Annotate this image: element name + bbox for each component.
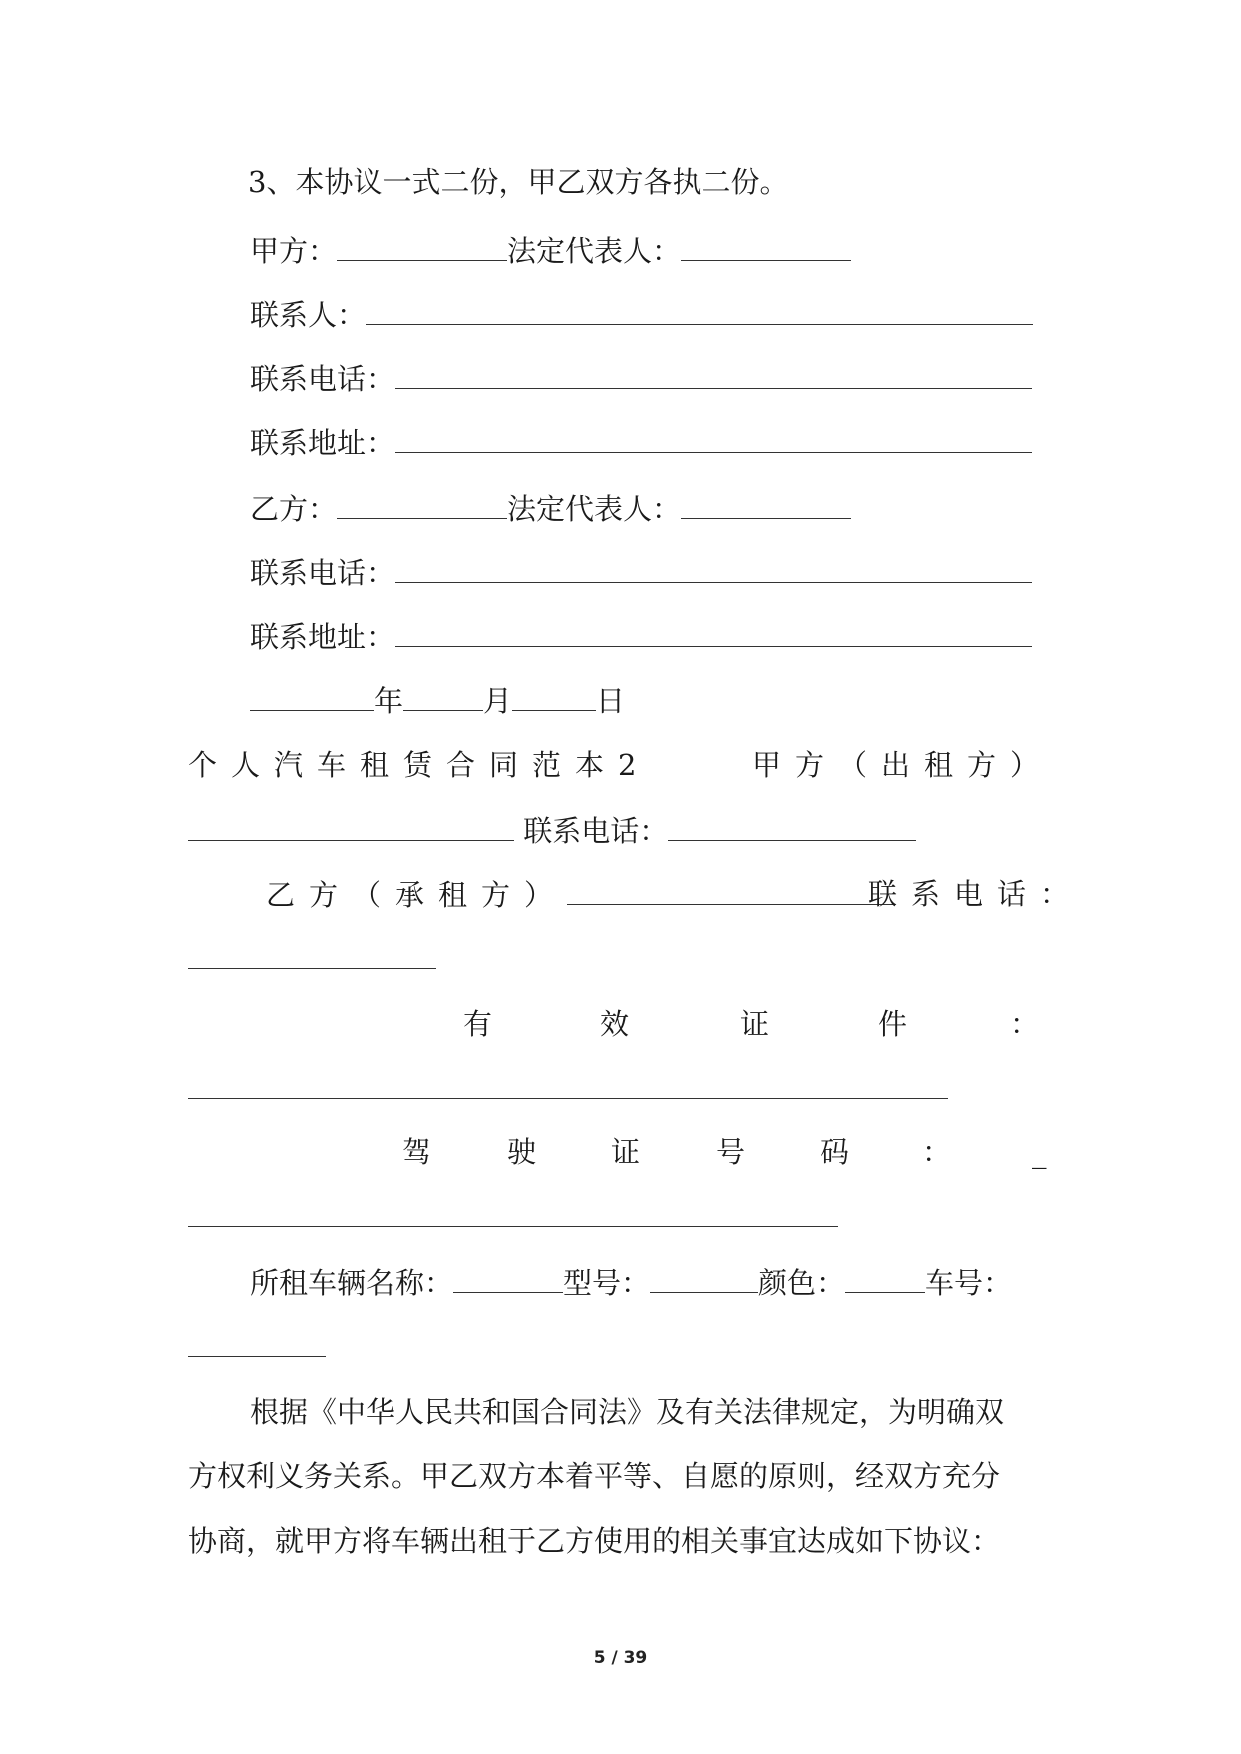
license-trailing-underscore: _ [1032,1135,1047,1169]
id-blank[interactable] [188,1068,948,1099]
license-char-1: 驾 [402,1135,432,1169]
party-b-phone-blank[interactable] [395,552,1032,583]
license-char-5: 码 [820,1135,850,1169]
lessor-phone-label: 联系电话： [523,814,669,848]
contract-2-title: 个人汽车租赁合同范本2 [188,748,651,782]
lessee-phone-blank[interactable] [188,938,436,969]
clause-3: 3、本协议一式二份，甲乙双方各执二份。 [248,165,789,199]
license-line [188,1196,838,1237]
party-b-line [250,488,851,529]
party-a-phone-blank[interactable] [395,358,1032,389]
party-b-rep-blank[interactable] [681,488,851,519]
year-label: 年 [374,684,404,718]
party-b-rep-label: 法定代表人： [507,492,682,526]
party-a-rep-label: 法定代表人： [507,234,682,268]
model-blank[interactable] [650,1262,758,1293]
color-label: 颜色： [758,1266,846,1300]
day-label: 日 [596,684,626,718]
plate-line [188,1326,326,1367]
party-a-phone-label: 联系电话： [250,362,396,396]
party-b-phone-line [250,552,1032,593]
id-char-1: 有 [463,1007,493,1041]
party-a-line [250,230,851,271]
lessor-label: 甲方（出租方） [752,748,1054,782]
party-b-phone-label: 联系电话： [250,556,396,590]
party-a-phone-line [250,358,1032,399]
license-char-3: 证 [611,1135,641,1169]
vehicle-name-label: 所租车辆名称： [250,1266,454,1300]
month-blank[interactable] [403,680,483,711]
party-b-name-blank[interactable] [337,488,507,519]
preamble-line-2: 方权利义务关系。甲乙双方本着平等、自愿的原则，经双方充分 [188,1459,1001,1493]
license-blank[interactable] [188,1196,838,1227]
id-char-3: 证 [740,1007,770,1041]
vehicle-name-blank[interactable] [453,1262,563,1293]
id-char-4: 件 [878,1007,908,1041]
id-char-5: ： [1010,1007,1040,1041]
license-char-6: ： [922,1135,952,1169]
model-label: 型号： [563,1266,651,1300]
lessee-phone-line [188,938,436,979]
license-char-2: 驶 [507,1135,537,1169]
lessee-phone-label: 联系电话： [868,877,1084,911]
party-b-label: 乙方： [250,492,338,526]
lessor-line [188,810,916,851]
party-b-address-line [250,616,1032,657]
color-blank[interactable] [845,1262,925,1293]
month-label: 月 [483,684,513,718]
year-blank[interactable] [250,680,374,711]
plate-label: 车号： [925,1266,1013,1300]
id-line [188,1068,948,1109]
party-a-contact-label: 联系人： [250,298,367,332]
day-blank[interactable] [512,680,596,711]
preamble-line-3: 协商，就甲方将车辆出租于乙方使用的相关事宜达成如下协议： [188,1524,1001,1558]
lessee-label: 乙方（承租方） [266,878,568,912]
lessor-name-blank[interactable] [188,810,514,841]
party-a-address-label: 联系地址： [250,426,396,460]
party-a-label: 甲方： [250,234,338,268]
date-line [250,680,625,721]
preamble-line-1: 根据《中华人民共和国合同法》及有关法律规定，为明确双 [250,1395,1005,1429]
lessee-line [266,874,893,915]
party-b-address-label: 联系地址： [250,620,396,654]
party-a-rep-blank[interactable] [681,230,851,261]
party-b-address-blank[interactable] [395,616,1032,647]
plate-blank[interactable] [188,1326,326,1357]
party-a-name-blank[interactable] [337,230,507,261]
id-char-2: 效 [600,1007,630,1041]
party-a-address-blank[interactable] [395,422,1032,453]
party-a-contact-line [250,294,1033,335]
vehicle-line [250,1262,1012,1303]
lessee-name-blank[interactable] [567,874,893,905]
party-a-address-line [250,422,1032,463]
license-char-4: 号 [716,1135,746,1169]
lessor-phone-blank[interactable] [668,810,916,841]
party-a-contact-blank[interactable] [366,294,1033,325]
page-number: 5 / 39 [593,1648,648,1668]
